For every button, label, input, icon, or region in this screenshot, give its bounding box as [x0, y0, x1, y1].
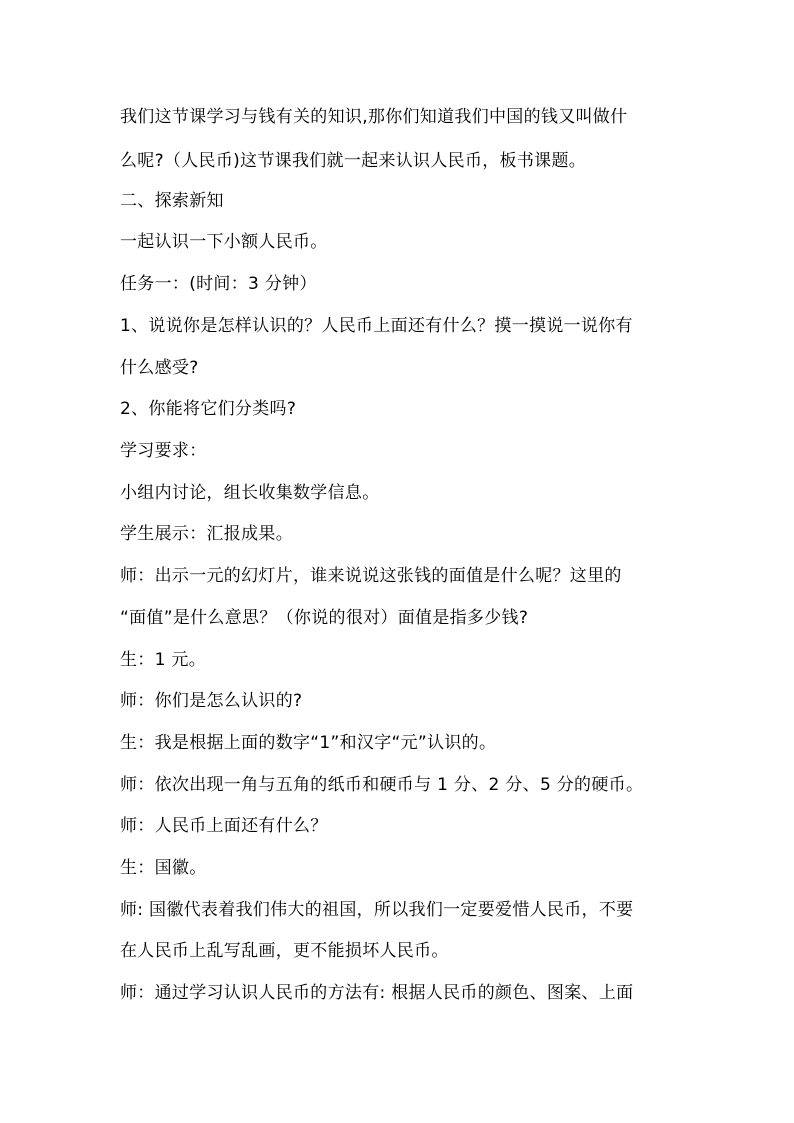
- text-line-2: 么呢?（人民币)这节课我们就一起来认识人民币，板书课题。: [120, 151, 587, 171]
- text-line-13: “面值”是什么意思？（你说的很对）面值是指多少钱?: [120, 608, 529, 628]
- text-line-12: 师：出示一元的幻灯片，谁来说说这张钱的面值是什么呢？这里的: [120, 566, 622, 586]
- text-line-16: 生：我是根据上面的数字“1”和汉字“元”认识的。: [120, 733, 497, 753]
- text-line-11: 学生展示：汇报成果。: [120, 524, 293, 544]
- text-line-4: 一起认识一下小额人民币。: [120, 232, 328, 252]
- text-line-15: 师：你们是怎么认识的?: [120, 691, 303, 711]
- text-line-20: 师: 国徽代表着我们伟大的祖国，所以我们一定要爱惜人民币，不要: [120, 900, 634, 920]
- text-line-6: 1、说说你是怎样认识的？人民币上面还有什么？摸一摸说一说你有: [120, 316, 633, 336]
- text-line-1: 我们这节课学习与钱有关的知识,那你们知道我们中国的钱又叫做什: [120, 107, 628, 127]
- text-line-22: 师：通过学习认识人民币的方法有: 根据人民币的颜色、图案、上面: [120, 983, 634, 1003]
- text-line-17: 师：依次出现一角与五角的纸币和硬币与 1 分、2 分、5 分的硬币。: [120, 775, 644, 795]
- text-line-21: 在人民币上乱写乱画，更不能损坏人民币。: [120, 941, 449, 961]
- text-line-18: 师：人民币上面还有什么？: [120, 816, 328, 836]
- text-line-19: 生：国徽。: [120, 858, 207, 878]
- requirements-heading: 学习要求：: [120, 441, 207, 461]
- task-heading: 任务一：(时间：3 分钟）: [120, 274, 317, 294]
- text-line-8: 2、你能将它们分类吗?: [120, 399, 297, 419]
- text-line-14: 生：1 元。: [120, 650, 207, 670]
- text-line-7: 什么感受?: [120, 358, 199, 378]
- text-line-10: 小组内讨论，组长收集数学信息。: [120, 483, 380, 503]
- section-heading: 二、探索新知: [120, 191, 224, 211]
